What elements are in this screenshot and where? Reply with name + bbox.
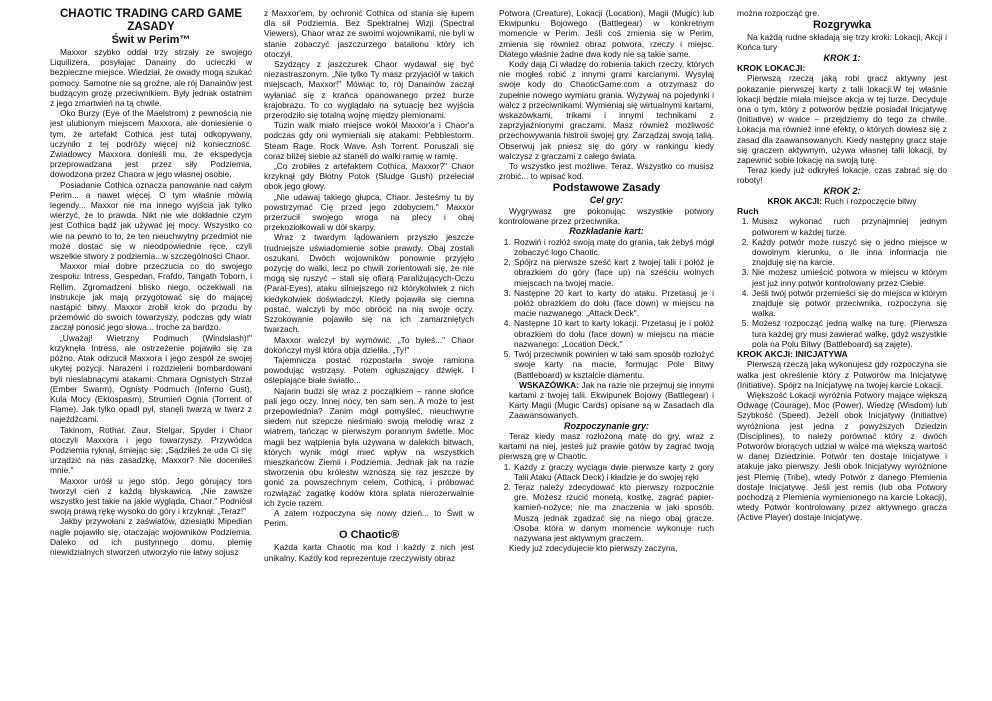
movement-list — [737, 216, 947, 349]
paragraph: Tuzin walk miało miejsce wokół Maxxor'a i Chaor'a podczas gdy oni wymieniali się atakami: Pebblestorm. Steam Rage. Rock Wave. Ash Torrent. Poruszali się coraz bliżej siebie aż staneli do walki ramię w ramię. — [264, 120, 474, 161]
subheading-ruch: Ruch — [737, 206, 759, 217]
paragraph: To wszystko jest możliwe. Teraz. Wszystko co musisz zrobić... to wpisać kod. — [499, 161, 714, 182]
section-heading-o-chaotic: O Chaotic® — [338, 529, 400, 542]
step-title-akcji-bold: KROK AKCJI: — [767, 196, 823, 207]
section-heading-podstawowe-zasady: Podstawowe Zasady — [552, 182, 661, 195]
step-title-inicjatywa: KROK AKCJI: INICJATYWA — [737, 349, 848, 360]
subheading-cel-gry: Cel gry: — [589, 195, 624, 206]
paragraph: „Co zrobiłes z artefaktem Cothica, Maxxor?" Chaor krzyknął gdy Błotny Potok (Sludge Gush) przeleciał obok jego głowy. — [264, 161, 474, 192]
setup-list — [499, 237, 714, 380]
paragraph: Teraz kiedy już odkryłeś lokacje, czas zabrać się do roboty! — [737, 165, 947, 186]
paragraph: Pierwszą rzeczą jaką wykonujesz gdy rozpoczyna sie walka jest określenie który z Potworów ma Inicjatywę (Initiative). Spójrz na Inicjatywę na twojej karcie Lokacji. — [737, 359, 947, 390]
tip-text: Jak na razie nie przejmuj się innymi kartami z twojej talii. Ekwipunek Bojowy (Battlegear) i Karty Magii (Mugic Cards) opisane są w Zasadach dla Zaawansowanych. — [509, 379, 714, 421]
paragraph: Każda karta Chaotic ma kod i każdy z nich jest unikalny. Każdy kod reprezentuje rzeczywisty obraz — [264, 542, 474, 563]
paragraph: A zatem rozpoczyna się nowy dzień... to Świt w Perim. — [264, 507, 474, 529]
subheading-krok-1: KROK 1: — [823, 52, 861, 63]
paragraph: Kody dają Ci władzę do robienia takich rzeczy, których nie mogłeś robić z innymi grami karcianymi. Wysyłaj swoje kody do ChaoticGame.com a otrzymasz do zupełnie nowego wymiaru grania. Wyzywaj na pojedynki i walcz z przeciwnikami. Wymieniaj się wirtualnymi kartami, wskazówkami, trikami i innymi technikami z zaprzyjaźnionymi graczami. Masz również możliwość przechowywania histroii swojej gry. Zarządzaj swoją talią. Obserwuj jak pniesz się do góry w rankingu kiedy walczysz z graczami z całego świata. — [499, 59, 714, 161]
subheading-rozkladanie-kart: Rozkładanie kart: — [569, 226, 644, 237]
list-item: 1. Każdy z graczy wyciąga dwie pierwsze karty z gory Talii Ataku (Attack Deck) i kładzie je do swojej ręki — [513, 462, 714, 482]
paragraph: Wraz z twardym lądowaniem przyszło jeszcze trudniejsze uświadomienie sobie prawdy. Obaj zostali oszukani. Dwóch wojowników ponownie przyjęło pozycję do walki, lecz po chwili zorientowali się, że nie mogą się ruszyć – stali się ofiarą Paraliżujących-Oczu (Paral-Eyes), ataku silniejszego niż którykolwiek z nich kiedykolwiek doświadczył. Kiedy pojawiła się ciemna postać, walczyli by móc obrócić na nią swoje oczy. Szzokowanie pojawiło się na ich zamarzniętych twarzach. — [264, 232, 474, 335]
paragraph: Maxxor szybko oddał trzy strzały ze swojego Liquilizera, posyłając Danainy do ucieczki w bezpieczne miejsce. Wiedział, że owady mogą szukać pomocy. Samotne nie są groźne, ale rój Danainów jest budzącym grozę przeciwnikiem. Były jednak ostatnim z jego zmartwień na tą chwile. — [50, 47, 252, 109]
paragraph: Pierwszą rzeczą jaką robi gracz aktywny jest pokazanie pierwszej karty z talii lokacji.W tej właśnie lokacji będzie miała miejsce akcja w tej turze. Decyduje ona o tym, który z potworów będzie posiadał Inicjatywę (Initiative) w walce – przejdziemy do tego za chwile. Lokacja ma również inne efekty, o których dowiesz się z zasad dla zaawansowanych. Kiedy następny gracz staje się graczem aktywnym, używa własnej talii lokacji, by zapewnić sobie lokację na swoją turę. — [737, 73, 947, 165]
list-item: 1. Musisz wykonać ruch przynajmniej jednym potworem w każdej turze. — [751, 216, 947, 236]
list-item: 3. Następne 20 kart to karty do ataku. Przetasuj je i połóż obrazkiem do dołu (face down) w miejscu na macie nazwanego: „Attack Deck". — [513, 288, 714, 319]
paragraph: Maxxor miał dobre przeczucia co do swojego zespołu: Intress, Gespedan, Frafdo, Tangath Toborn, i Rellim. Zgromadzeni blisko niego, oczekiwali na instrukcje jak mają przygotować się do mającej nastąpić bitwy. Maxxor zrobił krok do przodu by przemówić do swoich towarzyszy, podczas gdy wiatr zaczął ponosić jego słowa... troche za bardzo. — [50, 261, 252, 333]
step-title-akcji — [737, 196, 947, 206]
list-item: 2. Każdy potwór może ruszyć się o jedno miejsce w dowolnym kierunku, o ile inna informacja nie znajduję się na karcie. — [751, 237, 947, 268]
step-title-akcji-rest: Ruch i rozpoczęcie bitwy — [822, 196, 917, 207]
list-item: 5. Twój przeciwnik powinien w taki sam sposób rozłożyć swoje karty na macie, formując Pole Bitwy (Battleboard) w kształcie diamentu. — [513, 349, 714, 380]
section-heading-rozgrywka: Rozgrywka — [812, 19, 872, 32]
subheading-krok-2: KROK 2: — [823, 185, 861, 196]
column-3 — [499, 8, 714, 698]
column-2 — [264, 8, 474, 698]
paragraph: Wygrywasz gre pokonując wszystkie potwory kontrolowane przez przeciwnika. — [499, 205, 714, 227]
paragraph: Takinom, Rothar, Zaur, Stelgar, Spyder i Chaor otoczyli Maxxora i jego towarzyszy. Przywódca Podziemia ryknął, śmiejąc się: „Sądziłeś że uda Ci się urządzić na nas zasadzkę, Maxxor? Nie doceniłeś mnie." — [50, 424, 252, 476]
paragraph: Maxxor uróśł u jego stóp. Jego górujący tors tworzył cień z każdą błyskawicą. „Nie zawsze wszystko jest takie na jakie wygląda, Chaor." Podniósł swoją prawą rękę wysoko do góry i krzyknął: „Teraz!" — [50, 475, 252, 517]
paragraph: z Maxxor'em, by ochronić Cothica od stania się łupem dla sił Podziemia. Bez Spektralnej Wizji (Spectral Viewers), Chaor wraz ze swoimi wojownikami, nie byli w stanie zobaczyć jaszczurzego batalionu który ich otoczył. — [264, 8, 474, 59]
tip-label: WSKAZÓWKA: — [519, 379, 580, 390]
paragraph: „Uważaj! Wietrzny Podmuch (Windslash)!" krzyknęła Intress, ale ostrzeżenie pojawiło się za późno. Atak odrzucił Maxxora i jego zespół ze swojej ukytej pozycji. Narażeni i rozdzieleni bombardowani byli nieslabnącymi atakami: Chmara Ognistych Strzał (Ember Swarm), Ognisty Podmuch (Inferno Gust), Kula Mocy (Ektospasm), Strumień Ognia (Torrent of Flame). Jak tylko opadł pył, stanęli twarzą w twarz z najeźdźcami. — [50, 332, 252, 425]
paragraph: Większość Lokacji wyróżnia Potwory mające większą Odwagę (Courage), Moc (Power), Wiedzę (Wisdom) lub Szybkość (Speed). Jeżeli obok Inicjatywy (Initiative) wyróżniona jest jedna z powyższych Dziedzin (Disciplines), to należy porównać który z dwóch Potworów biorących udział w walce ma większą wartość w danej Dziedzinie. Potwór ten dostaje Inicjatywe i atakuje jako pierwszy. Jeśli obok Inicjatywy wyróżnione jest Plemię (Tribe), wtedy Potwór z danego Plemienia dostaje Inicjatywę. Jeśli jest remis (lub oba Potwory pochodzą z Plemienia wymienionego na karcie Lokacji), wtedy Potwór kontrolowany przez aktywnego gracza (Active Player) dostaje Inicjatywę. — [737, 389, 947, 523]
paragraph: Oko Burzy (Eye of the Maelstrom) z pewnością nie jest ulubionym miejscem Maxxora, ale doniesienie o tym, że artefakt Cothica jest tutaj odkopywany, uczyniło z tej podróży więcej niż konieczność. Zwiadowcy Maxxora donieśli mu, że ekspedycja przeprowadzana jest przez siły Podziemia, dowodzona przez Chaora w jego własnej osobie. — [50, 108, 252, 180]
list-item: 2. Spójrz na pierwsze sześć kart z twojej talii i połóż je obrazkiem do góry (face up) na sześciu wolnych miejscach na twojej macie. — [513, 257, 714, 288]
paragraph: Tajemnicza postać rozpostarła swoje ramiona powodując wstrząsy. Potem ogłuszający dźwięk. I oślepiające białe światło... — [264, 354, 474, 386]
start-list — [499, 462, 714, 544]
paragraph: Posiadanie Cothica oznacza panowanie nad całym Perim... a nawet więcej. O tym właśnie mówią legendy... Maxxor nie ma innego wyjścia jak tylko wierzyć, że to prawda. Nikt nie wie dokładnie czym jest Cothica bądź jak używać jej mocy. Wszystko co wie na pewno to to, że ten nieuchwytny przedmiot nie może dostać się w nieodpowiednie ręce, czyli wszelkie stwory z podziemia...w szczególności Chaor. — [50, 179, 252, 262]
list-item: 5. Możesz rozpocząć jedną walkę na turę. (Pierwsza tura każdej gry musi zawierać walkę, gdyż wszystkie pola na Polu Bitwy (Battleboard) są zajęte). — [751, 318, 947, 349]
paragraph: „Nie udawaj takiego głupca, Chaor. Jesteśmy tu by powstrzymać Cię przed jego zdobyciem." Maxxor przerzucił swojego wroga na plecy i obaj przekoziołkowali w dół skarpy. — [264, 191, 474, 233]
section-heading-swit: Świt w Perim™ — [111, 34, 191, 46]
step-title-lokacji: KROK LOKACJI: — [737, 63, 806, 74]
column-4 — [737, 8, 947, 698]
paragraph: Maxxor walczył by wymówić, „To byłeś..." Chaor dokończył myśl która obja dzieliła. „Ty!" — [264, 334, 474, 355]
paragraph: Najarin budzi się wraz z początkiem – ranne słońce pali jego oczy. Innej nocy, ten sam sen. A może to jest przepowiednia? Zanim mógł pomyśleć, nieuchwyne siedem nut szepcze nieśmiało swoją melodię wraz z wiatrem, tańcząc w pierwszym porannym świetle. Moc magii bez wątpienia była używana w dalekich bitwach, których wynik mógł mieć wpływ na wszystkich mieszkańców Ziemii i Podziemia. Jednak jak na razie stworzenia obu królestw wznoszą się raz jeszcze by gonić za powszechnym celem, Cothicą, i próbować rozwiązać zagatkę kodów która splata nierozerwalnie ich życie razem. — [264, 385, 474, 508]
doc-title-line-1: CHAOTIC TRADING CARD GAME — [59, 8, 243, 20]
list-item: 4. Następne 10 kart to karty lokacji. Przetasuj je i połóż obrazkiem do dołu (face down) w miejscu na macie nazwanego: „Location Deck." — [513, 318, 714, 349]
list-item: 2. Teraz należy zdecydować kto pierwszy rozpocznie gre. Możesz rzucić monetą, kostkę, zagrać papier-kamień-nożyce; nie ma znaczenia w jaki sposób. Muszą jednak zgadzać się na niego obaj gracze. Osoba która w danym momencie wykonuje ruch nazywana jest aktywnym graczem. — [513, 482, 714, 543]
paragraph: można rozpocząć gre. — [737, 8, 820, 18]
tip-paragraph — [499, 380, 714, 421]
paragraph: Potwora (Creature), Lokacji (Location), Magii (Mugic) lub Ekwipunku Bojowego (Battlegear) w konkretnym momencie w Perim. Jeśli coś zmienia się w Perim, zmienia się również obraz potwora, rzeczy i miejsc. Dlatego właśnie żadne dwa kody nie są takie same. — [499, 8, 714, 59]
paragraph: Szydzący z jaszczurek Chaor wydawał się być niezastraszonym. „Nie tylko Ty masz przyjaciół w takich miejscach, Maxxor!" Mówiąc to, rój Danainów zaczął wyłaniać się z krańca opanowanego przez burze krajobrazu. To co wyglądało na sytuację bez wyjścia przerodziło się totalną wojnę między plemionami. — [264, 59, 474, 121]
list-item: 1. Rozwiń i rozłóż swoją matę do grania, tak żebyś mógł zobaczyć logo Chaotic. — [513, 237, 714, 257]
list-item: 4. Jeśli twój potwór przemieści się do miejsca w którym znajduje się potwór przeciwnika, rozpoczyna się walka. — [751, 288, 947, 319]
paragraph: Na każdą rudne składają się trzy kroki: Lokacji, Akcji i Końca tury — [737, 32, 947, 53]
list-item: 3. Nie możesz umieścić potwora w miejscu w którym jest już inny potwór kontrolowany przez Ciebie. — [751, 267, 947, 287]
paragraph: Teraz kiedy masz rozłożoną matę do gry, wraz z kartami na niej, jesteś już prawie gotów by zagrać twoją pierwszą grę w Chaotic. — [499, 431, 714, 462]
column-1 — [50, 8, 252, 698]
subheading-rozpoczynanie-gry: Rozpoczynanie gry: — [563, 420, 649, 431]
paragraph: Kiedy już zdecydujecie kto pierwszy zaczyna, — [509, 543, 678, 554]
paragraph: Jakby przywołani z zaświatów, dziesiątki Mipedian nagle pojawiło się, otaczając wojowników Podziemia. Daleko od ich pustynnego domu, plemię niewidzialnych stworzeń utworzyło nie łatwy sojusz — [50, 516, 252, 557]
doc-title-line-2: ZASADY — [127, 20, 175, 33]
